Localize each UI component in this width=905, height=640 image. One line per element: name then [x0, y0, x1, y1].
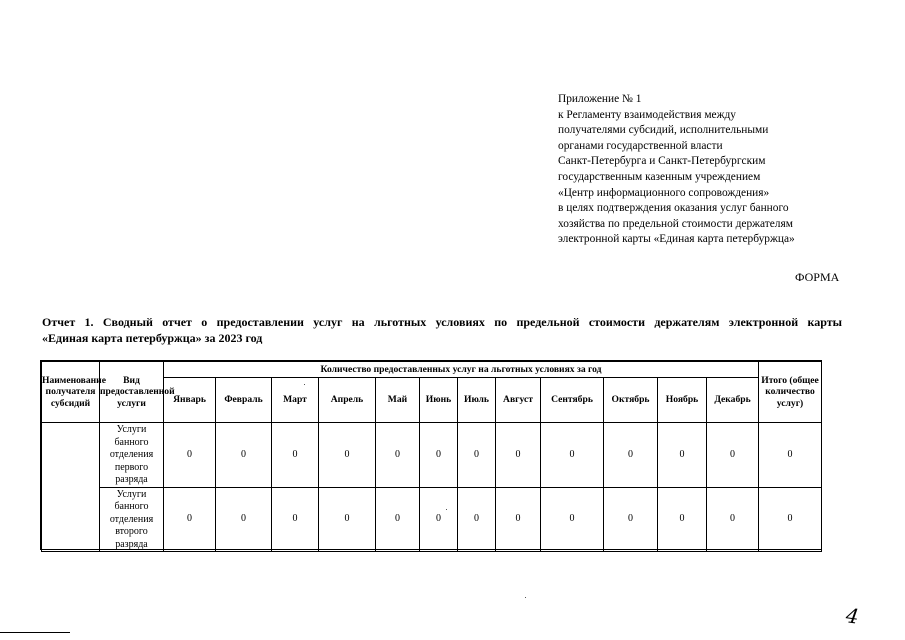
- header-month: Ноябрь: [658, 378, 707, 423]
- appendix-block: [558, 92, 888, 248]
- table-row: [42, 423, 822, 488]
- header-month: Август: [496, 378, 541, 423]
- cell-value: 0: [420, 487, 458, 552]
- appendix-line: Приложение № 1: [558, 93, 642, 105]
- scan-speck: [525, 597, 526, 598]
- cell-value: 0: [376, 423, 420, 488]
- cell-value: 0: [658, 423, 707, 488]
- cell-total: 0: [759, 487, 822, 552]
- cell-value: 0: [458, 487, 496, 552]
- appendix-line: государственным казенным учреждением: [558, 170, 761, 183]
- header-month: Май: [376, 378, 420, 423]
- appendix-line: органами государственной власти: [558, 139, 723, 152]
- appendix-line: в целях подтверждения оказания услуг банного: [558, 202, 789, 215]
- appendix-line: электронной карты «Единая карта петербуржца»: [558, 233, 795, 246]
- cell-value: 0: [496, 423, 541, 488]
- cell-value: 0: [707, 487, 759, 552]
- cell-value: 0: [541, 487, 604, 552]
- header-month: Июнь: [420, 378, 458, 423]
- table-header-row: [42, 362, 822, 378]
- report-table: [41, 361, 822, 552]
- header-recipient: Наименование получателя субсидий: [42, 362, 100, 423]
- appendix-line: к Регламенту взаимодействия между: [558, 108, 736, 121]
- header-total: Итого (общее количество услуг): [759, 362, 822, 423]
- cell-value: 0: [420, 423, 458, 488]
- cell-value: 0: [164, 487, 216, 552]
- cell-value: 0: [272, 487, 319, 552]
- cell-value: 0: [216, 487, 272, 552]
- cell-value: 0: [458, 423, 496, 488]
- cell-value: 0: [658, 487, 707, 552]
- scan-speck: [446, 509, 447, 510]
- header-month: Апрель: [319, 378, 376, 423]
- header-month: Январь: [164, 378, 216, 423]
- cell-value: 0: [707, 423, 759, 488]
- table-row: [42, 487, 822, 552]
- cell-value: 0: [216, 423, 272, 488]
- header-month: Июль: [458, 378, 496, 423]
- cell-value: 0: [604, 487, 658, 552]
- report-title: [42, 314, 842, 346]
- page-number: 4: [844, 603, 861, 629]
- report-title-line1: Отчет 1. Сводный отчет о предоставлении услуг на льготных условиях по предельной стоимости держателям электронной карты: [42, 315, 842, 329]
- cell-total: 0: [759, 423, 822, 488]
- report-title-line2: «Единая карта петербуржца» за 2023 год: [42, 331, 263, 345]
- scan-speck: [304, 384, 305, 385]
- cell-value: 0: [376, 487, 420, 552]
- cell-value: 0: [604, 423, 658, 488]
- header-month: Декабрь: [707, 378, 759, 423]
- cell-recipient: [42, 423, 100, 552]
- cell-value: 0: [164, 423, 216, 488]
- appendix-line: «Центр информационного сопровождения»: [558, 186, 770, 199]
- footer-line: [0, 632, 70, 633]
- cell-value: 0: [496, 487, 541, 552]
- header-month: Октябрь: [604, 378, 658, 423]
- appendix-line: Санкт-Петербурга и Санкт-Петербургским: [558, 155, 766, 168]
- appendix-line: хозяйства по предельной стоимости держателям: [558, 217, 793, 230]
- cell-value: 0: [319, 423, 376, 488]
- cell-service: Услуги банного отделения первого разряда: [100, 423, 164, 488]
- header-month: Февраль: [216, 378, 272, 423]
- header-service: Вид предоставленной услуги: [100, 362, 164, 423]
- cell-value: 0: [541, 423, 604, 488]
- header-quantity-group: Количество предоставленных услуг на льготных условиях за год: [164, 362, 759, 378]
- header-month: Март: [272, 378, 319, 423]
- header-month: Сентябрь: [541, 378, 604, 423]
- cell-value: 0: [319, 487, 376, 552]
- cell-value: 0: [272, 423, 319, 488]
- form-label: ФОРМА: [795, 270, 840, 284]
- appendix-line: получателями субсидий, исполнительными: [558, 124, 769, 137]
- cell-service: Услуги банного отделения второго разряда: [100, 487, 164, 552]
